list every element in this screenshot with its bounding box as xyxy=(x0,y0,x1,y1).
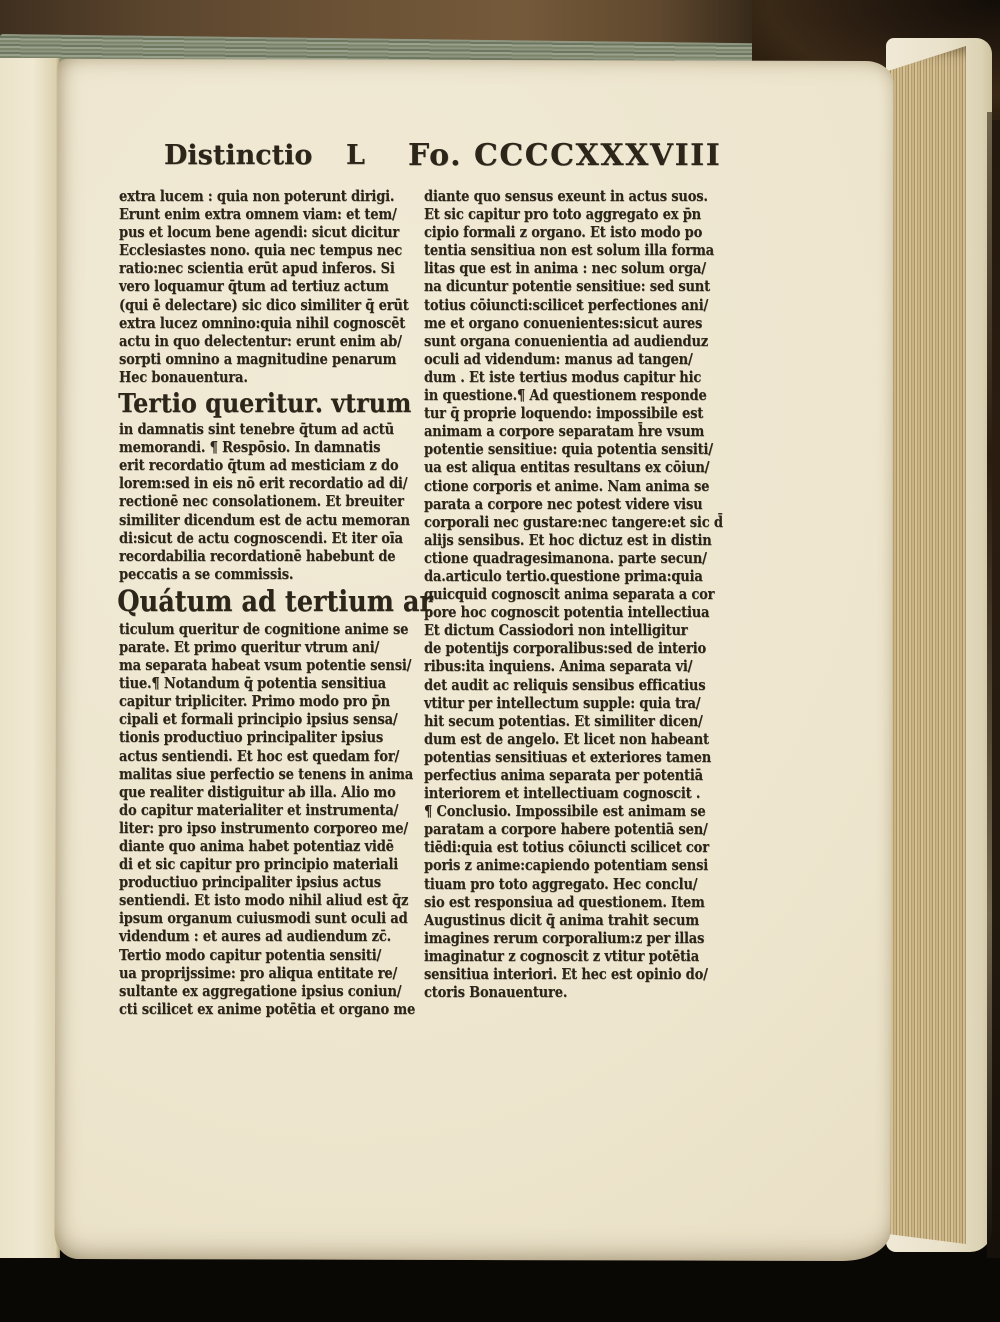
text-line: videndum : et aures ad audiendum zc̄. xyxy=(119,928,391,946)
text-line: (qui ē delectare) sic dico similiter q̄ erūt xyxy=(119,296,409,314)
text-line: Erunt enim extra omnem viam: et tem/ xyxy=(119,206,397,224)
text-line: capitur tripliciter. Primo modo pro p̄n xyxy=(119,693,390,711)
text-line: similiter dicendum est de actu memoran xyxy=(119,511,410,529)
text-line: pore hoc cognoscit potentia intellectiua xyxy=(424,604,710,622)
text-line: productiuo principaliter ipsius actus xyxy=(119,874,381,892)
text-line: na dicuntur potentie sensitiue: sed sunt xyxy=(424,278,710,296)
text-line: Et dictum Cassiodori non intelligitur xyxy=(424,622,688,640)
text-line: ribus:ita inquiens. Anima separata vi/ xyxy=(424,658,693,676)
text-line: liter: pro ipso instrumento corporeo me/ xyxy=(119,819,408,837)
text-line: in damnatis sint tenebre q̄tum ad actū xyxy=(119,421,394,439)
text-column-right xyxy=(424,188,748,1002)
text-line: sunt organa conuenientia ad audienduz xyxy=(424,332,709,350)
text-line: litas que est in anima : nec solum orga/ xyxy=(424,260,706,278)
text-line: ctoris Bonauenture. xyxy=(424,984,568,1002)
question-paragraph xyxy=(119,421,443,584)
text-line: pus et locum bene agendi: sicut dicitur xyxy=(119,224,400,242)
text-line: in questione.¶ Ad questionem responde xyxy=(424,387,707,405)
text-line: que realiter distiguitur ab illa. Alio mo xyxy=(119,783,396,801)
text-line: rectionē nec consolationem. Et breuiter xyxy=(119,493,404,511)
text-line: lorem:sed in eis nō erit recordatio ad di/ xyxy=(119,475,408,493)
text-line: ua est aliqua entitas resultans ex cōiun/ xyxy=(424,459,710,477)
text-line: ticulum queritur de cognitione anime se xyxy=(119,620,409,638)
text-line: totius cōiuncti:scilicet perfectiones ani/ xyxy=(424,296,709,314)
text-line: tiue.¶ Notandum q̄ potentia sensitiua xyxy=(119,675,386,693)
text-line: animam a corpore separatam h̄re vsum xyxy=(424,423,705,441)
text-line: ctione quadragesimanona. parte secun/ xyxy=(424,549,707,567)
text-line: ua proprijssime: pro aliqua entitate re/ xyxy=(119,964,398,982)
text-line: di et sic capitur pro principio materiali xyxy=(119,856,399,874)
text-line: erit recordatio q̄tum ad mesticiam z do xyxy=(119,457,399,475)
text-line: tionis productiuo principaliter ipsius xyxy=(119,729,383,747)
text-line: potentias sensitiuas et exteriores tamen xyxy=(424,748,712,766)
text-line: ¶ Conclusio. Impossibile est animam se xyxy=(424,803,706,821)
text-line: ctione corporis et anime. Nam anima se xyxy=(424,477,710,495)
text-line: extra lucem : quia non poterunt dirigi. xyxy=(119,188,395,205)
text-line: extra lucez omnino:quia nihil cognoscēt xyxy=(119,314,406,332)
text-line: quicquid cognoscit anima separata a cor xyxy=(424,586,715,604)
text-line: diante quo sensus exeunt in actus suos. xyxy=(424,188,708,205)
text-line: ratio:nec scientia erūt apud inferos. Si xyxy=(119,260,395,278)
text-line: de potentijs corporalibus:sed de interio xyxy=(424,640,707,658)
text-line: oculi ad videndum: manus ad tangen/ xyxy=(424,350,693,368)
text-line: cipali et formali principio ipsius sensa/ xyxy=(119,711,398,729)
right-column-paragraph xyxy=(424,188,748,1002)
text-line: ipsum organum cuiusmodi sunt oculi ad xyxy=(119,910,408,928)
text-line: vtitur per intellectum supple: quia tra/ xyxy=(424,694,701,712)
text-line: recordabilia recordationē habebunt de xyxy=(119,547,396,565)
text-line: tiēdi:quia est totius cōiuncti scilicet cor xyxy=(424,839,709,857)
text-line: tentia sensitiua non est solum illa forma xyxy=(424,242,714,260)
text-line: interiorem et intellectiuam cognoscit . xyxy=(424,785,701,803)
text-line: sentiendi. Et isto modo nihil aliud est q̄z xyxy=(119,892,409,910)
text-line: Tertio modo capitur potentia sensiti/ xyxy=(119,946,382,964)
text-line: hit secum potentias. Et similiter dicen/ xyxy=(424,712,703,730)
text-line: sensitiua interiori. Et hec est opinio do/ xyxy=(424,966,708,984)
paragraph-continuation xyxy=(119,188,443,387)
text-line: tiuam pro toto aggregato. Hec conclu/ xyxy=(424,875,698,893)
text-line: do capitur materialiter et instrumenta/ xyxy=(119,801,399,819)
article-heading: Quátum ad tertium ar xyxy=(117,583,434,618)
header-section-numeral: L xyxy=(346,140,365,171)
text-line: tur q̄ proprie loquendo: impossibile est xyxy=(424,405,704,423)
text-line: memorandi. ¶ Respōsio. In damnatis xyxy=(119,439,381,457)
text-line: peccatis a se commissis. xyxy=(119,565,294,583)
text-line: da.articulo tertio.questione prima:quia xyxy=(424,567,703,585)
text-line: sultante ex aggregatione ipsius coniun/ xyxy=(119,982,402,1000)
text-line: malitas siue perfectio se tenens in anima xyxy=(119,765,414,783)
text-line: Augustinus dicit q̄ anima trahit secum xyxy=(424,911,699,929)
text-line: ma separata habeat vsum potentie sensi/ xyxy=(119,657,412,675)
running-header xyxy=(120,138,720,182)
text-line: imaginatur z cognoscit z vtitur potētia xyxy=(424,947,699,965)
text-line: imagines rerum corporalium:z per illas xyxy=(424,929,705,947)
text-line: sorpti omnino a magnitudine penarum xyxy=(119,350,397,368)
text-line: cipio formali z organo. Et isto modo po xyxy=(424,224,703,242)
text-line: perfectius anima separata per potentiā xyxy=(424,767,703,784)
text-line: cti scilicet ex anime potētia et organo me xyxy=(119,1000,416,1018)
text-line: dum est de angelo. Et licet non habeant xyxy=(424,730,709,748)
text-line: diante quo anima habet potentiaz vidē xyxy=(119,838,394,855)
text-line: potentie sensitiue: quia potentia sensiti/ xyxy=(424,441,713,459)
text-line: paratam a corpore habere potentiā sen/ xyxy=(424,821,708,839)
header-folio-number: Fo. CCCCXXXVIII xyxy=(408,138,722,173)
text-line: Et sic capitur pro toto aggregato ex p̄n xyxy=(424,206,701,224)
text-line: det audit ac reliquis sensibus efficatius xyxy=(424,676,706,694)
text-line: me et organo conuenientes:sicut aures xyxy=(424,314,703,332)
text-column-left xyxy=(119,188,443,1019)
header-section-title: Distinctio xyxy=(164,140,313,171)
text-line: actus sentiendi. Et hoc est quedam for/ xyxy=(119,747,400,765)
text-line: Ecclesiastes nono. quia nec tempus nec xyxy=(119,242,403,260)
text-line: dum . Et iste tertius modus capitur hic xyxy=(424,368,702,386)
text-line: parate. Et primo queritur vtrum ani/ xyxy=(119,638,380,656)
text-line: vero loquamur q̄tum ad tertiuz actum xyxy=(119,278,389,296)
text-line: di:sicut de actu cognoscendi. Et iter oīa xyxy=(119,529,403,547)
text-line: Hec bonauentura. xyxy=(119,368,248,386)
text-line: actu in quo delectentur: erunt enim ab/ xyxy=(119,332,402,350)
text-line: alijs sensibus. Et hoc dictuz est in distin xyxy=(424,531,712,549)
article-paragraph xyxy=(119,621,443,1019)
question-heading: Tertio queritur. vtrum xyxy=(118,388,412,420)
text-line: corporali nec gustare:nec tangere:et sic d̄ xyxy=(424,513,723,531)
text-line: poris z anime:capiendo potentiam sensi xyxy=(424,857,709,875)
text-line: parata a corpore nec potest videre visu xyxy=(424,495,703,513)
text-line: sio est responsiua ad questionem. Item xyxy=(424,893,705,911)
